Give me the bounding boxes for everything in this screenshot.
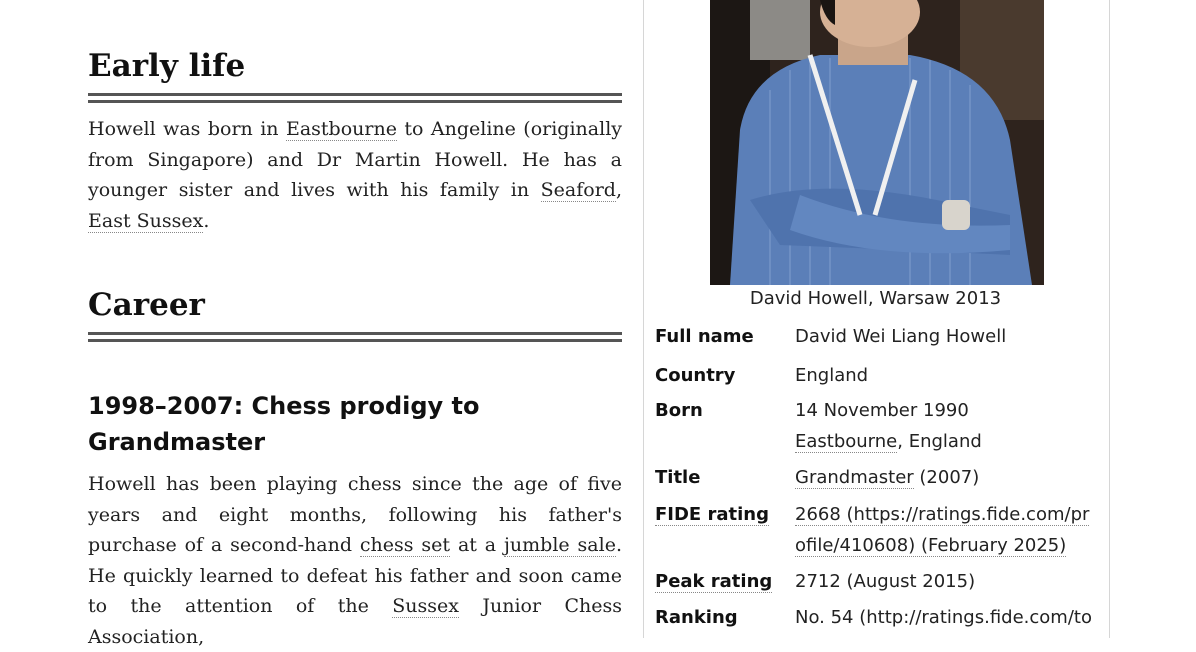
label-title: Title — [655, 467, 701, 488]
label-full-name: Full name — [655, 326, 754, 347]
value-fide-rating — [795, 499, 1095, 561]
born-date: 14 November 1990 — [795, 400, 969, 421]
heading-rule — [88, 93, 622, 103]
text-span: . — [203, 209, 210, 232]
text-span: , — [615, 179, 622, 201]
born-country: , England — [897, 431, 982, 452]
portrait-image — [710, 0, 1044, 285]
link-eastbourne-born[interactable]: Eastbourne — [795, 431, 898, 452]
link-fide-profile-cont[interactable]: ofile/410608) (February 2025) — [795, 535, 1067, 556]
link-grandmaster[interactable]: Grandmaster — [795, 467, 914, 488]
label-peak-rating — [655, 571, 772, 592]
text-span: Howell was born in — [88, 118, 286, 140]
label-fide-rating — [655, 504, 769, 525]
career-paragraph — [88, 469, 622, 652]
value-title — [795, 462, 1095, 493]
value-full-name: David Wei Liang Howell — [795, 326, 1007, 347]
heading-rule — [88, 332, 622, 342]
value-ranking[interactable]: No. 54 (http://ratings.fide.com/to — [795, 607, 1092, 628]
fide-rating-line1[interactable] — [795, 499, 1095, 530]
text-span: to Angeline (originally from Singapore) and Dr Martin Howell. He has a younger sister and lives with his family in — [88, 118, 622, 201]
text-span: . He quickly learned to defeat his father and soon came to the attention of the — [88, 534, 622, 617]
link-seaford[interactable]: Seaford — [540, 179, 616, 201]
text-span: Howell has been playing chess since the age of five years and eight months, following his father's purchase of a second-hand — [88, 473, 622, 556]
title-year: (2007) — [913, 467, 980, 488]
link-fide-profile[interactable]: 2668 (https://ratings.fide.com/pr — [795, 504, 1090, 525]
label-born: Born — [655, 400, 703, 421]
link-sussex[interactable]: Sussex — [392, 595, 459, 617]
portrait-photo[interactable] — [710, 0, 1044, 285]
value-peak-rating: 2712 (August 2015) — [795, 571, 976, 592]
link-fide-rating[interactable]: FIDE rating — [655, 504, 769, 525]
born-place — [795, 426, 1095, 457]
label-country: Country — [655, 365, 736, 386]
link-chess-set[interactable]: chess set — [359, 534, 451, 556]
label-ranking: Ranking — [655, 607, 738, 628]
link-eastbourne[interactable]: Eastbourne — [285, 118, 397, 140]
link-east-sussex[interactable]: East Sussex — [88, 209, 204, 232]
section-heading-career: Career — [88, 287, 205, 323]
link-jumble-sale[interactable]: jumble sale — [504, 534, 616, 556]
value-country: England — [795, 365, 869, 386]
fide-rating-line2 — [795, 530, 1095, 561]
photo-caption: David Howell, Warsaw 2013 — [749, 288, 1002, 309]
subsection-heading: 1998–2007: Chess prodigy to Grandmaster — [88, 392, 480, 456]
text-span: Junior Chess Association, — [88, 595, 622, 648]
text-span: at a — [450, 534, 505, 556]
link-peak-rating[interactable]: Peak rating — [655, 571, 773, 592]
value-born — [795, 395, 1095, 457]
section-heading-early-life: Early life — [88, 48, 246, 84]
early-life-paragraph — [88, 114, 622, 236]
